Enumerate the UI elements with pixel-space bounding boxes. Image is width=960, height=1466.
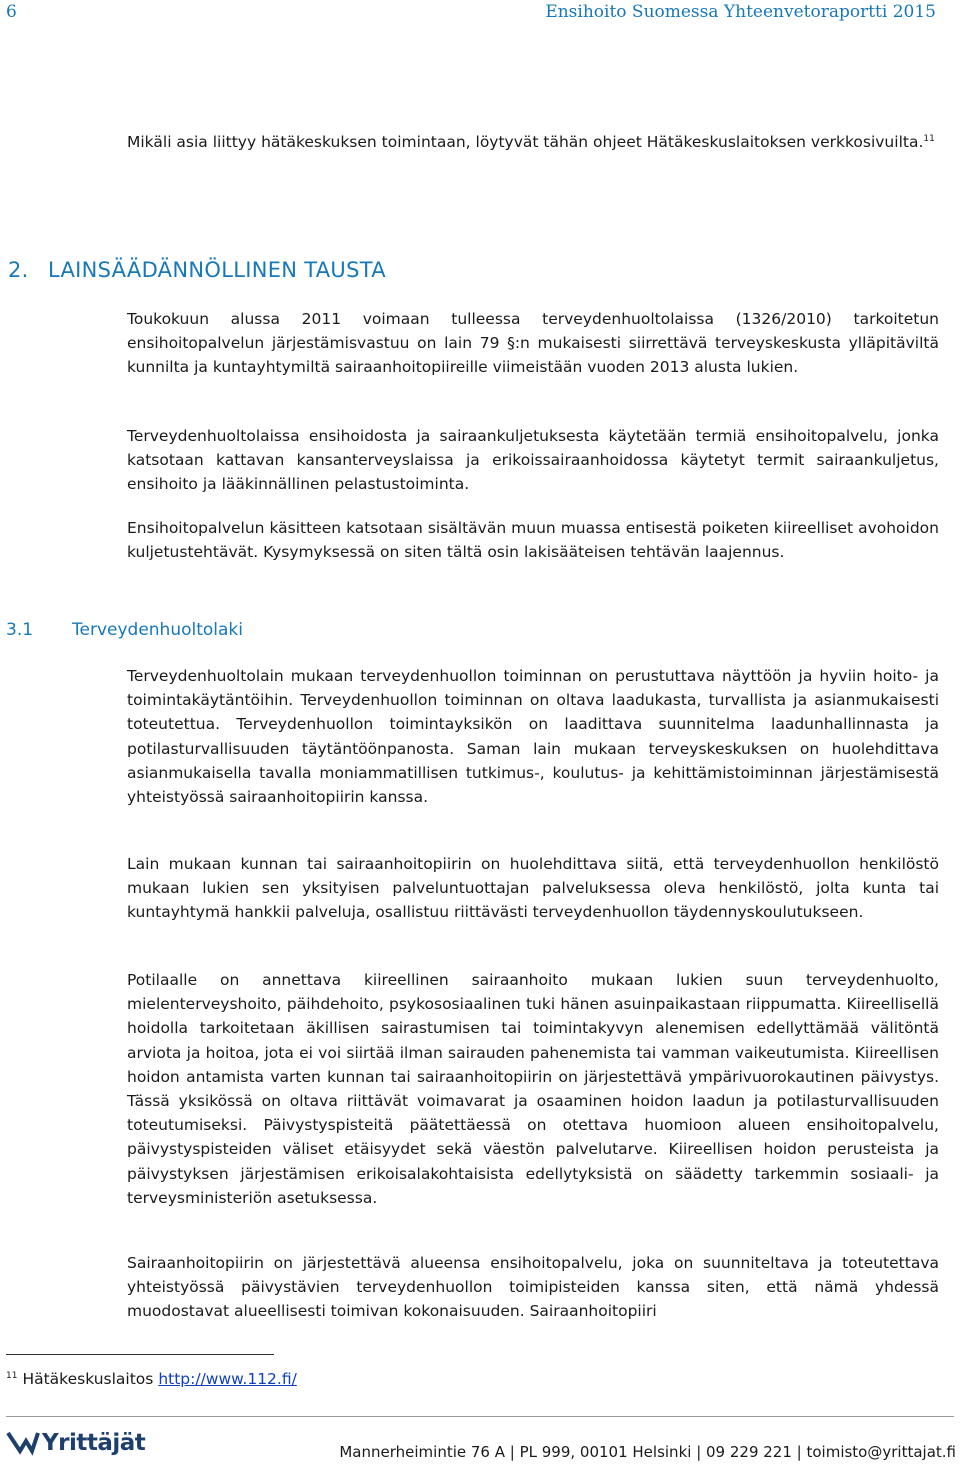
footnote-reference[interactable]: 11: [923, 133, 935, 144]
paragraph: Terveydenhuoltolain mukaan terveydenhuollon toiminnan on perustuttava näyttöön ja hyviin hoito- ja toimintakäytäntöihin. Terveydenhuollon toiminnan on oltava laadukasta, turvallista ja asianmukaisesti toteutettua. Terveydenhuollon toimintayksikön on laadittava suunnitelma laadunhallinnasta ja potilasturvallisuuden täytäntöönpanosta. Saman lain mukaan terveyskeskuksen on huolehdittava asianmukaisella tavalla moniammatillisen tutkimus-, koulutus- ja kehittämistoiminnan järjestämisestä yhteistyössä sairaanhoitopiirin kanssa.: [127, 667, 939, 807]
page-header: [6, 2, 936, 28]
logo-text: Yrittäjät: [42, 1430, 146, 1456]
footnote-number: 11: [6, 1371, 18, 1381]
running-title: Ensihoito Suomessa Yhteenvetoraportti 2015: [545, 2, 936, 22]
footer-divider: [6, 1416, 954, 1417]
intro-text: Mikäli asia liittyy hätäkeskuksen toimintaan, löytyvät tähän ohjeet Hätäkeskuslaitoksen verkkosivuilta.: [127, 133, 924, 151]
subsection-number: 3.1: [6, 620, 34, 640]
paragraph: Terveydenhuoltolaissa ensihoidosta ja sairaankuljetuksesta käytetään termiä ensihoitopalvelu, jonka katsotaan kattavan kansanterveyslaissa ja erikoissairaanhoidossa käytetyt termit sairaankuljetus, ensihoito ja lääkinnällinen pelastustoiminta.: [127, 427, 939, 494]
footnote-text: Hätäkeskuslaitos: [22, 1370, 154, 1389]
footnote: [6, 1364, 297, 1391]
footnote-divider: [6, 1354, 274, 1355]
intro-paragraph: [127, 130, 939, 154]
yrittajat-logo: [6, 1428, 145, 1458]
page-number: 6: [6, 2, 17, 22]
paragraph: Sairaanhoitopiirin on järjestettävä alueensa ensihoitopalvelu, joka on suunniteltava ja toteutettava yhteistyössä päivystävien terveydenhuollon toimipisteiden kanssa siten, että nämä yhdessä muodostavat alueellisesti toimivan kokonaisuuden. Sairaanhoitopiiri: [127, 1254, 939, 1321]
subsection-title: Terveydenhuoltolaki: [72, 620, 243, 640]
footnote-link[interactable]: http://www.112.fi/: [158, 1370, 297, 1389]
section-number: 2.: [8, 258, 29, 282]
footer-contact: Mannerheimintie 76 A | PL 999, 00101 Helsinki | 09 229 221 | toimisto@yrittajat.fi: [339, 1443, 956, 1461]
paragraph: Potilaalle on annettava kiireellinen sairaanhoito mukaan lukien suun terveydenhuolto, mielenterveyshoito, päihdehoito, psykososiaalinen tuki hänen asuinpaikastaan riippumatta. Kiireellisellä hoidolla tarkoitetaan äkillisen sairastumisen tai toimintakyvyn alenemisen edellyttämää välitöntä arviota ja hoitoa, jota ei voi siirtää ilman sairauden pahenemista tai vamman vaikeutumista. Kiireellisen hoidon antamista varten kunnan tai sairaanhoitopiirin on järjestettävä ympärivuorokautinen päivystys. Tässä yksikössä on oltava riittävät voimavarat ja osaaminen hoidon laadun ja potilasturvallisuuden toteutumiseksi. Päivystyspisteitä päätettäessä on otettava huomioon alueen ensihoitopalvelu, päivystyspisteiden väliset etäisyydet sekä väestön palvelutarve. Kiireellisen hoidon perusteista ja päivystyksen järjestämisen erikoisalakohtaisista edellytyksistä on säädetty tarkemmin sosiaali- ja terveysministeriön asetuksessa.: [127, 971, 939, 1207]
logo-mark-icon: [6, 1429, 40, 1457]
section-heading: [8, 258, 386, 282]
section-title: LAINSÄÄDÄNNÖLLINEN TAUSTA: [48, 258, 386, 282]
paragraph: Lain mukaan kunnan tai sairaanhoitopiirin on huolehdittava siitä, että terveydenhuollon henkilöstö mukaan lukien sen yksityisen palveluntuottajan palveluksessa oleva henkilöstö, jolta kunta tai kuntayhtymä hankkii palveluja, osallistuu riittävästi terveydenhuollon täydennyskoulutukseen.: [127, 855, 939, 922]
subsection-heading: [6, 620, 243, 640]
paragraph: Toukokuun alussa 2011 voimaan tulleessa terveydenhuoltolaissa (1326/2010) tarkoitetun ensihoitopalvelun järjestämisvastuu on lain 79 §:n mukaisesti siirrettävä terveyskeskusta ylläpitäviltä kunnilta ja kuntayhtymiltä sairaanhoitopiireille viimeistään vuoden 2013 alusta lukien.: [127, 310, 939, 377]
paragraph: Ensihoitopalvelun käsitteen katsotaan sisältävän muun muassa entisestä poiketen kiireelliset avohoidon kuljetustehtävät. Kysymyksessä on siten tältä osin lakisääteisen tehtävän laajennus.: [127, 519, 939, 562]
